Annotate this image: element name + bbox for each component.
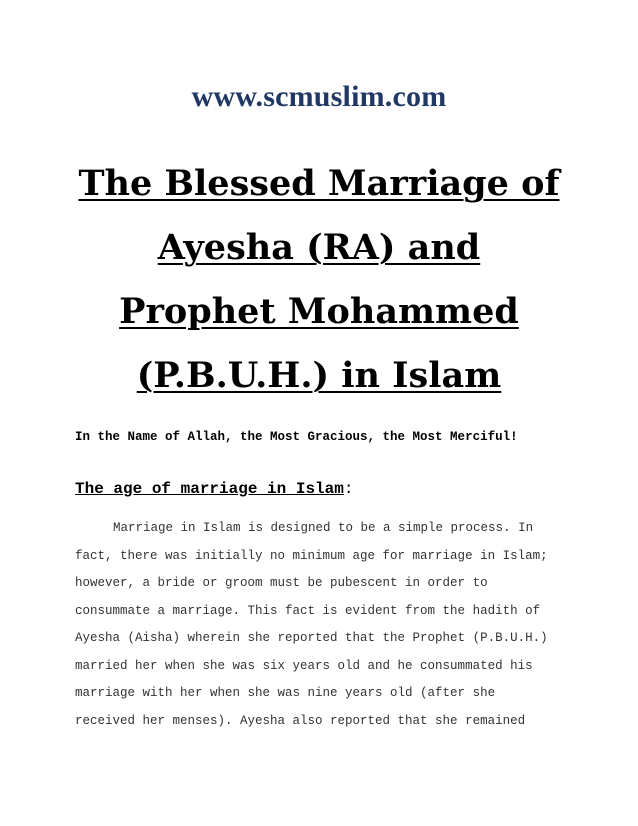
bismillah-line: In the Name of Allah, the Most Gracious, the Most Merciful!	[75, 430, 518, 444]
body-line-3: however, a bride or groom must be pubescent in order to	[75, 576, 488, 590]
body-line-4: consummate a marriage. This fact is evident from the hadith of	[75, 603, 541, 618]
section-heading-colon: :	[343, 480, 354, 498]
body-paragraph	[75, 515, 565, 735]
body-line-5: Ayesha (Aisha) wherein she reported that the Prophet (P.B.U.H.)	[75, 631, 548, 645]
section-heading-text: The age of marriage in Islam	[75, 480, 344, 498]
title-line-2: Ayesha (RA) and	[157, 227, 481, 268]
body-line-6: married her when she was six years old and he consummated his	[75, 658, 533, 673]
body-line-7: marriage with her when she was nine years old (after she	[75, 686, 496, 700]
document-title	[30, 152, 608, 408]
title-line-1: The Blessed Marriage of	[78, 163, 560, 204]
body-line-8: received her menses). Ayesha also reported that she remained	[75, 713, 526, 728]
body-line-1: Marriage in Islam is designed to be a simple process. In	[113, 521, 534, 535]
title-line-4: (P.B.U.H.) in Islam	[136, 355, 502, 396]
section-heading	[75, 480, 353, 498]
title-line-3: Prophet Mohammed	[119, 291, 519, 332]
site-url-header: www.scmuslim.com	[191, 80, 447, 113]
body-line-2: fact, there was initially no minimum age for marriage in Islam;	[75, 548, 548, 563]
